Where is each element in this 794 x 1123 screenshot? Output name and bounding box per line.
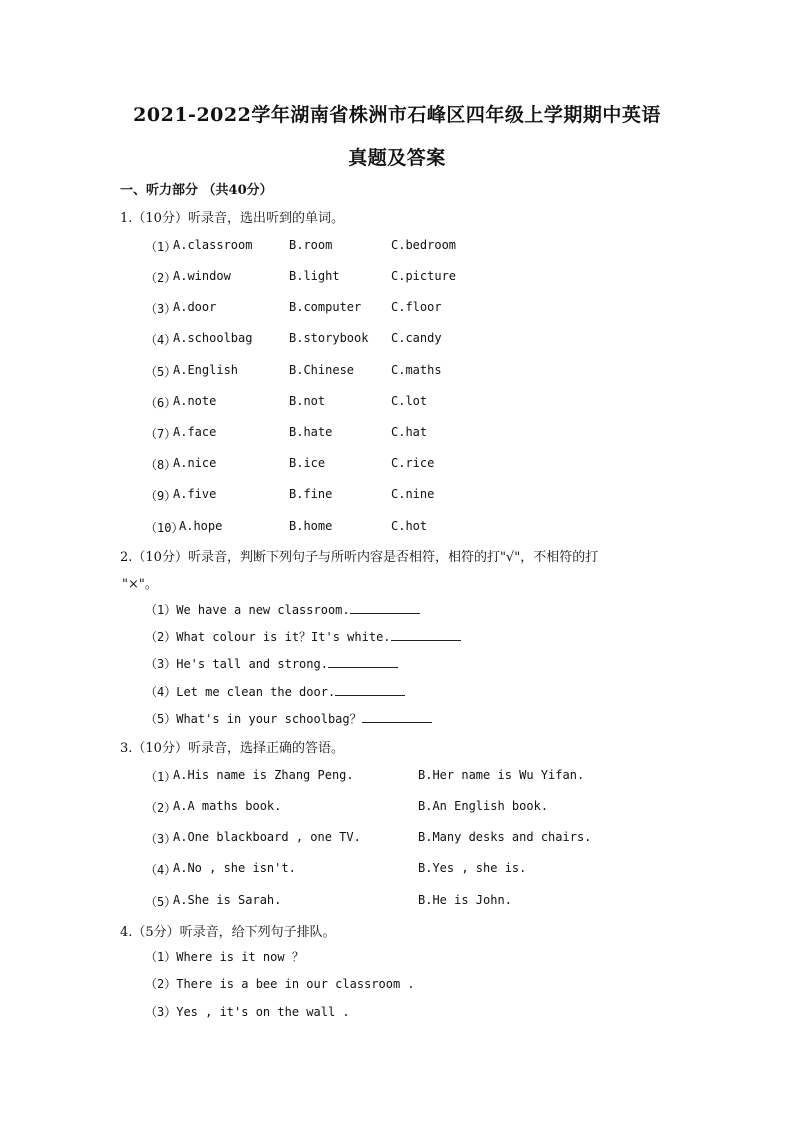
q1-item-3-option-a: A.door	[173, 300, 217, 314]
q2-item-5-answer-blank[interactable]	[362, 712, 432, 723]
q1-item-1-option-b: B.room	[289, 238, 333, 252]
q1-item-3-num: （3）	[145, 302, 177, 316]
q1-item-9-num: （9）	[145, 489, 177, 503]
q4-item-2	[145, 975, 415, 992]
q2-item-1	[145, 601, 420, 618]
q3-item-5-num: （5）	[145, 895, 177, 909]
q1-item-10-num: （10）	[145, 521, 184, 535]
q1-item-5-option-b: B.Chinese	[289, 363, 355, 377]
q1-item-7-num: （7）	[145, 427, 177, 441]
q3-item-5-option-b: B.He is John.	[418, 893, 512, 907]
q1-item-9-option-b: B.fine	[289, 487, 333, 501]
q1-item-3-option-b: B.computer	[289, 300, 362, 314]
q3-item-4-option-a: A.No , she isn't.	[173, 861, 296, 875]
q3-item-3-num: （3）	[145, 832, 177, 846]
q4-item-3	[145, 1003, 350, 1020]
q1-item-9-option-a: A.five	[173, 487, 217, 501]
q4-item-2-text: There is a bee in our classroom .	[176, 977, 415, 991]
q3-item-2-num: （2）	[145, 801, 177, 815]
q1-item-8-option-a: A.nice	[173, 456, 217, 470]
q1-item-2-option-a: A.window	[173, 269, 231, 283]
q2-item-3-answer-blank[interactable]	[328, 657, 398, 668]
question-2-prompt-line1: 2.（10分）听录音，判断下列句子与所听内容是否相符，相符的打"√"，不相符的打	[120, 550, 599, 565]
q2-item-1-text: We have a new classroom.	[176, 603, 350, 617]
q3-item-2-option-a: A.A maths book.	[173, 799, 282, 813]
q1-item-4-option-b: B.storybook	[289, 331, 369, 345]
q2-item-5-num: （5）	[145, 712, 177, 726]
question-2-prompt-line2: "×"。	[122, 577, 158, 592]
q1-item-4-option-a: A.schoolbag	[173, 331, 253, 345]
q1-item-7-option-c: C.hat	[391, 425, 428, 439]
q3-item-4-option-b: B.Yes , she is.	[418, 861, 527, 875]
q3-item-3-option-a: A.One blackboard , one TV.	[173, 830, 361, 844]
q1-item-2-option-c: C.picture	[391, 269, 457, 283]
q1-item-8-option-b: B.ice	[289, 456, 326, 470]
q2-item-1-answer-blank[interactable]	[350, 603, 420, 614]
q1-item-6-option-b: B.not	[289, 394, 326, 408]
q3-item-2-option-b: B.An English book.	[418, 799, 549, 813]
q3-item-3-option-b: B.Many desks and chairs.	[418, 830, 592, 844]
question-4-prompt: 4.（5分）听录音，给下列句子排队。	[120, 925, 336, 940]
q2-item-3-num: （3）	[145, 657, 177, 671]
q3-item-1-option-b: B.Her name is Wu Yifan.	[418, 768, 585, 782]
q1-item-5-num: （5）	[145, 365, 177, 379]
document-title-line2: 真题及答案	[348, 147, 446, 169]
q3-item-1-option-a: A.His name is Zhang Peng.	[173, 768, 354, 782]
q1-item-5-option-a: A.English	[173, 363, 239, 377]
q3-item-4-num: （4）	[145, 863, 177, 877]
q2-item-5-text: What's in your schoolbag？	[176, 712, 362, 726]
q1-item-1-option-a: A.classroom	[173, 238, 253, 252]
q1-item-6-option-c: C.lot	[391, 394, 428, 408]
q1-item-2-option-b: B.light	[289, 269, 340, 283]
q2-item-2-num: （2）	[145, 630, 177, 644]
q1-item-9-option-c: C.nine	[391, 487, 435, 501]
q1-item-10-option-a: A.hope	[179, 519, 223, 533]
q1-item-8-option-c: C.rice	[391, 456, 435, 470]
q4-item-3-text: Yes , it's on the wall .	[176, 1005, 350, 1019]
q1-item-10-option-b: B.home	[289, 519, 333, 533]
q1-item-3-option-c: C.floor	[391, 300, 442, 314]
q2-item-5	[145, 710, 432, 727]
q2-item-4-text: Let me clean the door.	[176, 685, 336, 699]
q2-item-4-num: （4）	[145, 685, 177, 699]
question-1-prompt: 1.（10分）听录音，选出听到的单词。	[120, 211, 344, 226]
q1-item-2-num: （2）	[145, 271, 177, 285]
q2-item-4-answer-blank[interactable]	[335, 685, 405, 696]
q2-item-1-num: （1）	[145, 603, 177, 617]
q1-item-4-option-c: C.candy	[391, 331, 442, 345]
q1-item-1-option-c: C.bedroom	[391, 238, 457, 252]
q1-item-4-num: （4）	[145, 333, 177, 347]
q2-item-2-text: What colour is it？It's white.	[176, 630, 391, 644]
q1-item-6-option-a: A.note	[173, 394, 217, 408]
document-title-line1: 2021-2022学年湖南省株洲市石峰区四年级上学期期中英语	[133, 104, 661, 126]
q3-item-5-option-a: A.She is Sarah.	[173, 893, 282, 907]
q4-item-1	[145, 948, 304, 965]
q2-item-2	[145, 628, 461, 645]
q2-item-3	[145, 655, 398, 672]
q1-item-5-option-c: C.maths	[391, 363, 442, 377]
q1-item-1-num: （1）	[145, 240, 177, 254]
q4-item-1-text: Where is it now ？	[176, 950, 304, 964]
q3-item-1-num: （1）	[145, 770, 177, 784]
q2-item-2-answer-blank[interactable]	[391, 630, 461, 641]
q2-item-3-text: He's tall and strong.	[176, 657, 328, 671]
q1-item-10-option-c: C.hot	[391, 519, 428, 533]
q1-item-6-num: （6）	[145, 396, 177, 410]
section-heading-listening: 一、听力部分 （共40分）	[120, 183, 273, 198]
q4-item-1-num: （1）	[145, 950, 177, 964]
q1-item-8-num: （8）	[145, 458, 177, 472]
q1-item-7-option-b: B.hate	[289, 425, 333, 439]
q2-item-4	[145, 683, 405, 700]
q4-item-3-num: （3）	[145, 1005, 177, 1019]
q1-item-7-option-a: A.face	[173, 425, 217, 439]
question-3-prompt: 3.（10分）听录音，选择正确的答语。	[120, 741, 344, 756]
q4-item-2-num: （2）	[145, 977, 177, 991]
